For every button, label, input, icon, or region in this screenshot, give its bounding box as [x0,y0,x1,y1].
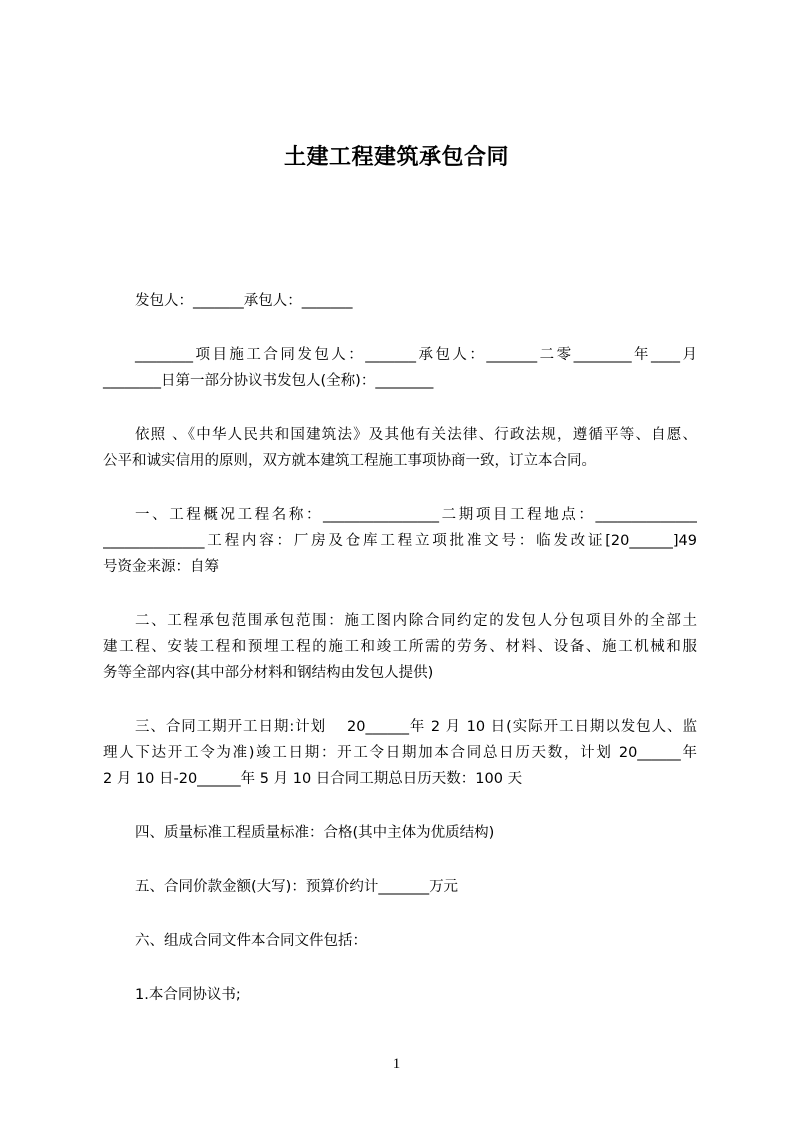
paragraph-parties [103,288,697,314]
text-line: 二、工程承包范围承包范围：施工图内除合同约定的发包人分包项目外的全部土 [135,613,697,629]
text-line: 发包人：_______承包人：_______ [135,293,353,309]
text-line: 建工程、安装工程和预埋工程的施工和竣工所需的劳务、材料、设备、施工机械和服 [103,639,697,655]
paragraph-section-1-project-overview [103,502,697,580]
paragraph-section-5-price [103,874,697,900]
text-line: 2 月 10 日-20______年 5 月 10 日合同工期总日历天数：100 天 [103,771,523,787]
text-line: 公平和诚实信用的原则，双方就本建筑工程施工事项协商一致，订立本合同。 [103,453,596,469]
text-line: 六、组成合同文件本合同文件包括： [135,933,367,949]
paragraph-project-header [103,342,697,394]
page-number: 1 [392,1056,401,1072]
text-line: 一、工程概况工程名称：________________二期项目工程地点：______________ [135,507,697,523]
text-line: 理人下达开工令为准)竣工日期：开工令日期加本合同总日历天数，计划 20______年 [103,745,697,761]
text-line: 依照 、《中华人民共和国建筑法》及其他有关法律、行政法规，遵循平等、自愿、 [135,427,697,443]
paragraph-item-1 [103,982,697,1008]
text-line: 四、质量标准工程质量标准：合格(其中主体为优质结构) [135,825,495,841]
paragraph-section-2-scope [103,608,697,686]
page-title: 土建工程建筑承包合同 [283,145,509,170]
text-line: 1.本合同协议书; [135,987,241,1003]
text-line: 务等全部内容(其中部分材料和钢结构由发包人提供) [103,665,434,681]
text-line: ________项目施工合同发包人：_______承包人：_______二零________年____月 [135,347,697,363]
paragraph-section-6-documents [103,928,697,954]
text-line: 三、合同工期开工日期:计划 20______年 2 月 10 日(实际开工日期以发包人、监 [135,719,697,735]
text-line: ________日第一部分协议书发包人(全称)：________ [103,373,434,389]
text-line: 五、合同价款金额(大写)：预算价约计_______万元 [135,879,459,895]
text-line: ______________工程内容：厂房及仓库工程立项批准文号：临发改证[20______]49 [103,533,697,549]
paragraph-section-4-quality [103,820,697,846]
text-line: 号资金来源：自筹 [103,559,219,575]
paragraph-section-3-schedule [103,714,697,792]
paragraph-legal-basis [103,422,697,474]
